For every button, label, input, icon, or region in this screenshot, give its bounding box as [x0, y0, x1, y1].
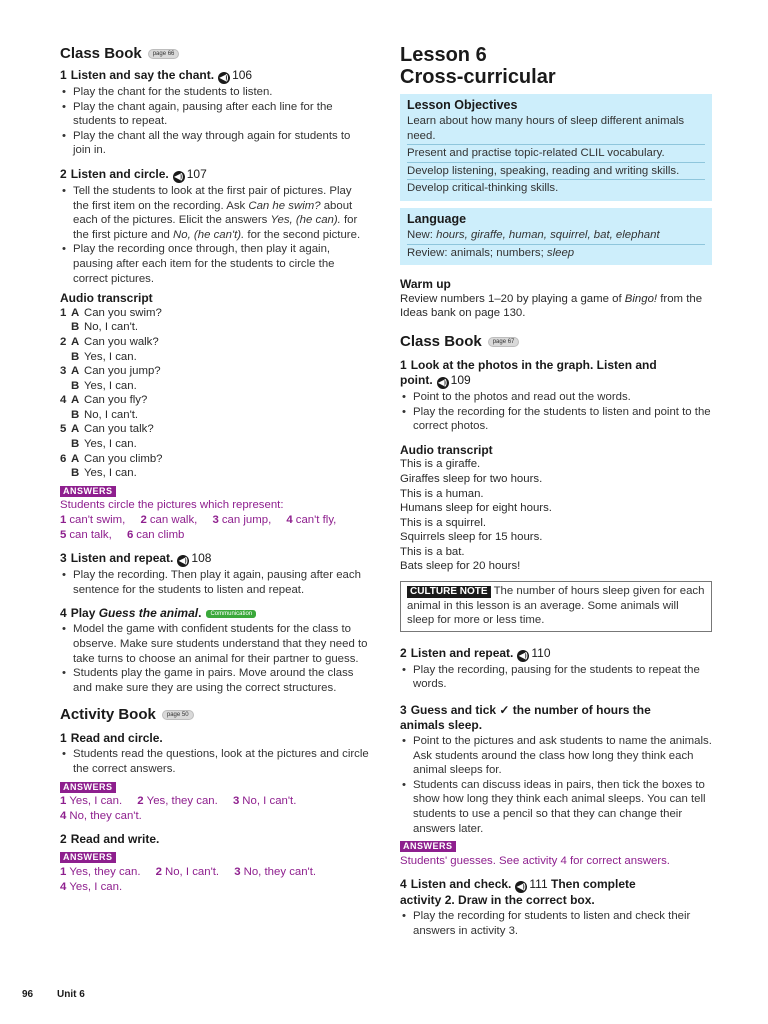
activity-4-bullets: • Play the recording for students to listen and check their answers in activity 3. — [400, 909, 712, 938]
answers-block-3: ANSWERS 1 Yes, they can. 2 No, I can't. 3 No, they can't. 4 Yes, I can. — [60, 852, 317, 893]
activity-3-bullets: • Play the recording. Then play it again, pausing after each sentence for the students to listen and repeat. — [60, 568, 370, 597]
ab-activity-1-bullets: • Students read the questions, look at the pictures and circle the correct answers. — [60, 747, 370, 776]
answers-badge: ANSWERS — [60, 782, 116, 793]
lesson-title: Lesson 6 — [400, 44, 487, 66]
audio-icon: ◀) — [518, 650, 528, 660]
audio-icon: ◀) — [178, 556, 188, 566]
unit-label: Unit 6 — [57, 989, 85, 1000]
warm-up-text: Review numbers 1–20 by playing a game of Bingo! from the Ideas bank on page 130. — [400, 292, 703, 320]
page-pill: page 50 — [162, 710, 194, 720]
activity-1-title: 1 Look at the photos in the graph. Listen and point. ◀) 109 — [400, 357, 657, 387]
answers-badge: ANSWERS — [60, 486, 116, 497]
activity-1-title: 1 Listen and say the chant. ◀) 106 — [60, 68, 253, 82]
activity-4-bullets: • Model the game with confident students for the class to observe. Make sure students understand that they need to take turns to choose an animal for their partner to guess. • Students play the game in pairs. Move around the class and make sure they are using the correct structures. — [60, 622, 370, 695]
ab-activity-2-title: 2 Read and write. — [60, 832, 160, 847]
answers-badge: ANSWERS — [400, 841, 456, 852]
culture-note-box: CULTURE NOTE The number of hours sleep given for each animal in this lesson is an average. Some animals will sleep for more or less time. — [400, 581, 712, 632]
activity-2-title: 2 Listen and repeat. ◀) 110 — [400, 645, 551, 660]
audio-transcript-title: Audio transcript — [400, 442, 493, 457]
audio-transcript-title: Audio transcript — [60, 291, 153, 306]
audio-transcript: This is a giraffe. Giraffes sleep for two hours. This is a human. Humans sleep for eight hours. This is a squirrel. Squirrels sleep for 15 hours. This is a bat. Bats sleep for 20 hours! — [400, 458, 552, 573]
culture-note-badge: CULTURE NOTE — [407, 586, 491, 598]
audio-icon: ◀) — [219, 73, 229, 82]
activity-2-bullets: • Play the recording, pausing for the students to repeat the words. — [400, 663, 712, 692]
audio-icon: ◀) — [516, 882, 526, 892]
activity-4-title: 4 Play Guess the animal. Communication — [60, 606, 370, 621]
left-column — [60, 44, 370, 894]
lesson-subtitle: Cross-curricular — [400, 66, 556, 88]
page-pill: page 67 — [488, 337, 520, 347]
audio-icon: ◀) — [438, 377, 448, 387]
class-book-heading: Class Book page 66 — [60, 44, 370, 64]
ab-activity-1-title: 1 Read and circle. — [60, 731, 163, 746]
answers-block-right: ANSWERS Students' guesses. See activity 4 for correct answers. — [400, 841, 670, 867]
communication-badge: Communication — [206, 610, 256, 618]
lesson-objectives-box: Lesson Objectives Learn about how many hours of sleep different animals need. Present and practise topic-related CLIL vocabulary. Develop listening, speaking, reading and writing skills. Develop critical-thinking skills. — [400, 94, 712, 201]
audio-icon: ◀) — [174, 171, 184, 181]
warm-up-title: Warm up — [400, 277, 451, 292]
audio-transcript: 1 A Can you swim? B No, I can't. 2 A Can you walk? B Yes, I can. 3 A Can you jump? B Yes, I can. 4 A Can you fly? B No, I can't. 5 A Can you talk? B Yes, I can. 6 A Can you climb? B Yes, I can. — [60, 306, 163, 480]
activity-3-bullets: • Point to the pictures and ask students to name the animals. Ask students around the class how long they think each animal sleeps for. • Students can discuss ideas in pairs, then tick the boxes to show how long they think each animal sleeps. You can tell students to use a pencil so that they can change their answers later. — [400, 734, 712, 836]
activity-3-title: 3 Listen and repeat. ◀) 108 — [60, 551, 212, 566]
answers-block-2: ANSWERS 1 Yes, I can. 2 Yes, they can. 3 No, I can't. 4 No, they can't. — [60, 781, 297, 822]
activity-1-bullets: • Play the chant for the students to listen. • Play the chant again, pausing after each line for the students to repeat. • Play the chant all the way through again for students to join in. — [60, 85, 370, 158]
activity-1-bullets: • Point to the photos and read out the words. • Play the recording for the students to listen and point to the correct photos. — [400, 390, 712, 434]
page-pill: page 66 — [148, 49, 180, 59]
answers-block-1: ANSWERS Students circle the pictures which represent: 1 can't swim, 2 can walk, 3 can jump, 4 can't fly, 5 can talk, 6 can climb — [60, 485, 337, 541]
answers-badge: ANSWERS — [60, 852, 116, 863]
page-number: 96 — [22, 989, 34, 1000]
activity-4-title: 4 Listen and check. ◀) 111 Then complete activity 2. Draw in the correct box. — [400, 877, 636, 908]
class-book-heading: Class Book page 67 — [400, 332, 712, 352]
right-column — [400, 44, 712, 939]
activity-2-title: 2 Listen and circle. ◀) 107 — [60, 166, 207, 181]
activity-3-title: 3 Guess and tick ✓ the number of hours the animals sleep. — [400, 703, 651, 733]
activity-2-bullets: • Tell the students to look at the first pair of pictures. Play the first item on the recording. Ask Can he swim? about each of the pictures. Elicit the answers Yes, (he can). for the first picture and No, (he can't). for the second picture. • Play the recording once through, then play it again, pausing after each item for the students to circle the correct pictures. — [60, 184, 370, 286]
activity-book-heading: Activity Book page 50 — [60, 705, 370, 725]
language-box: Language New: hours, giraffe, human, squirrel, bat, elephant Review: animals; numbers; sleep — [400, 208, 712, 265]
